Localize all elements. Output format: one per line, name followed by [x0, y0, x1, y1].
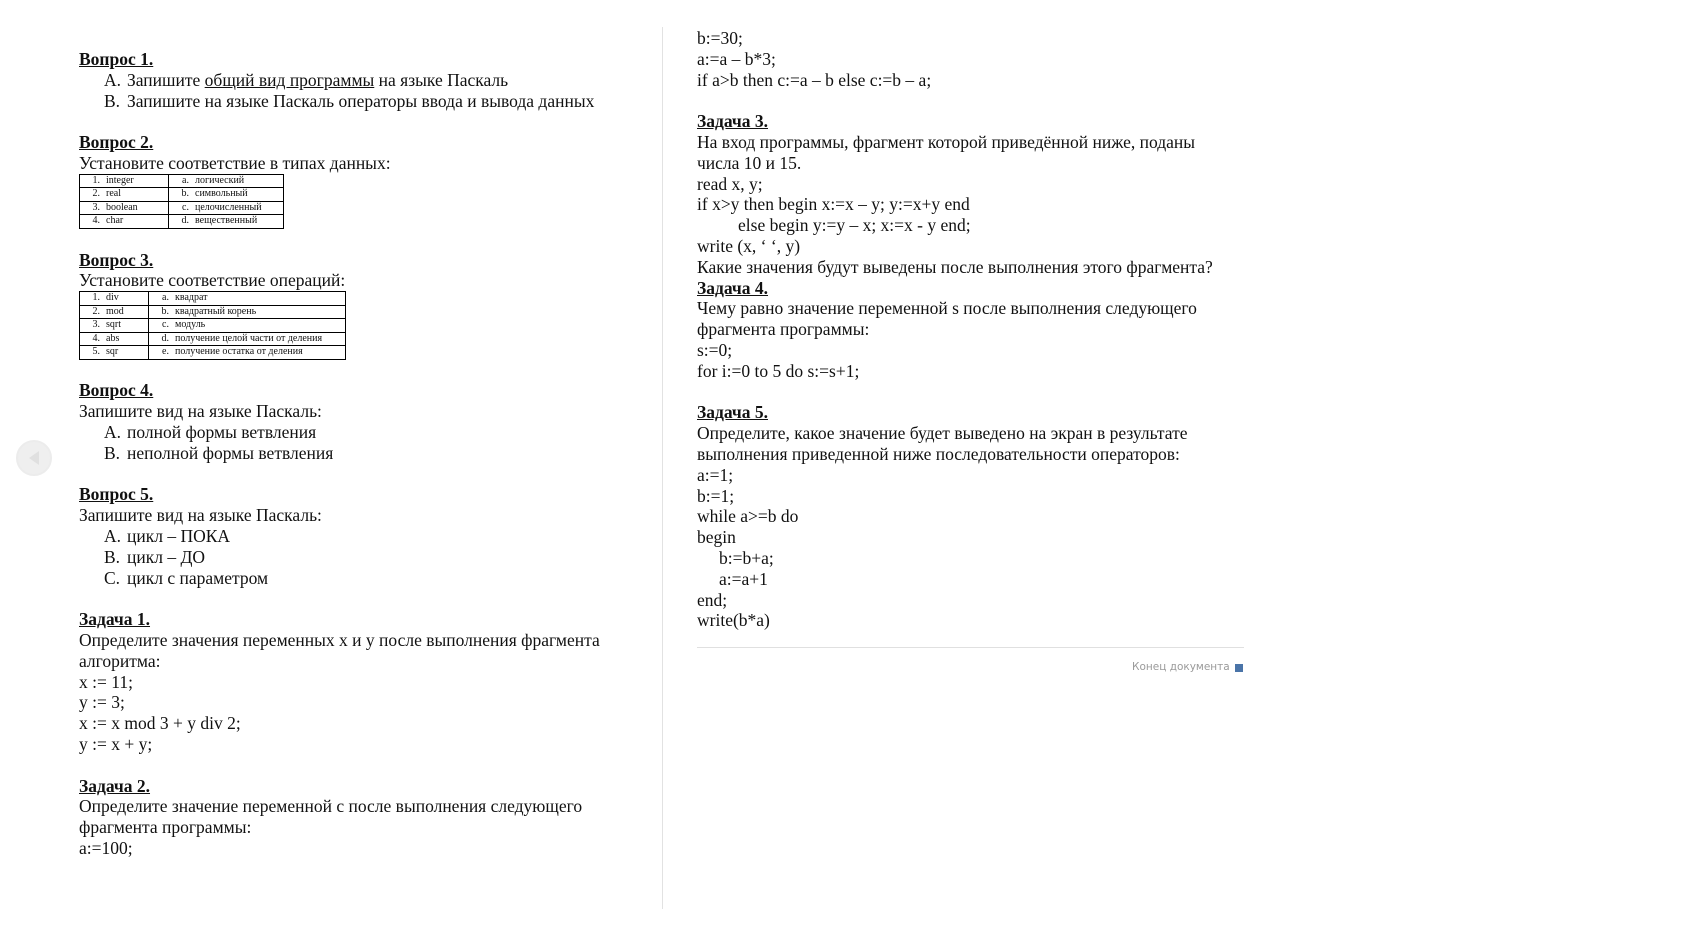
table-cell — [149, 346, 346, 360]
heading-text: Задача 4. — [697, 277, 769, 298]
cell-number: 4. — [92, 332, 100, 344]
item-text: цикл – ПОКА — [127, 526, 231, 547]
table-row — [80, 292, 346, 306]
list-item — [79, 443, 649, 464]
table-cell — [80, 174, 169, 188]
cell-number: 2. — [92, 305, 100, 317]
item-text: Запишите — [127, 69, 205, 90]
cell-text: символьный — [195, 188, 248, 200]
heading-text: Вопрос 1. — [79, 49, 154, 69]
table-cell — [80, 332, 149, 346]
table-cell — [80, 188, 169, 202]
table-cell — [169, 201, 284, 215]
list-item — [79, 91, 649, 112]
table-row — [80, 332, 346, 346]
cell-number: c. — [162, 319, 169, 331]
text-line: b:=30; — [697, 28, 743, 48]
cell-text: вещественный — [195, 215, 258, 227]
text-line: y := x + y; — [79, 734, 153, 755]
cell-number: 3. — [92, 319, 100, 331]
cell-number: 3. — [92, 201, 100, 213]
cell-text: mod — [106, 305, 124, 317]
heading-text: Вопрос 3. — [79, 249, 154, 270]
text-line: b:=1; — [697, 485, 735, 506]
cell-text: модуль — [175, 319, 206, 331]
matching-table — [79, 174, 284, 229]
list-marker: B. — [104, 546, 121, 567]
item-text: цикл с параметром — [127, 567, 269, 588]
text-line: Какие значения будут выведены после выполнения этого фрагмента? — [697, 256, 1213, 277]
question-heading — [79, 484, 649, 505]
text-line: Установите соответствие операций: — [79, 270, 346, 291]
table-row — [80, 215, 284, 229]
item-text: цикл – ДО — [127, 546, 206, 567]
text-line: алгоритма: — [79, 650, 161, 671]
heading-text: Вопрос 2. — [79, 132, 154, 153]
text-line: read x, y; — [697, 173, 763, 194]
end-rule — [697, 647, 1244, 648]
text-line: a:=100; — [79, 838, 133, 858]
previous-page-button[interactable] — [16, 440, 52, 476]
list-item — [79, 422, 649, 443]
text-line: числа 10 и 15. — [697, 152, 802, 173]
text-line: a:=a – b*3; — [697, 48, 776, 69]
text-line: Запишите вид на языке Паскаль: — [79, 401, 322, 422]
cell-number: d. — [161, 332, 169, 344]
table-row — [80, 188, 284, 202]
text-line: write (x, ‘ ‘, y) — [697, 235, 801, 256]
text-line: begin — [697, 527, 736, 548]
table-row — [80, 346, 346, 360]
text-line: фрагмента программы: — [697, 319, 870, 340]
text-line: if a>b then c:=a – b else c:=b – a; — [697, 69, 932, 90]
table-row — [80, 174, 284, 188]
heading-text: Задача 3. — [697, 111, 769, 132]
table-cell — [169, 174, 284, 188]
text-line: x := 11; — [79, 671, 133, 692]
left-page-column — [79, 49, 649, 859]
text-line: выполнения приведенной ниже последовательности операторов: — [697, 443, 1180, 464]
text-line: if x>y then begin x:=x – y; y:=x+y end — [697, 194, 970, 215]
cell-number: a. — [182, 174, 189, 186]
text-line: for i:=0 to 5 do s:=s+1; — [697, 360, 860, 381]
page-divider — [662, 27, 663, 909]
matching-table — [79, 291, 346, 360]
text-line: Установите соответствие в типах данных: — [79, 152, 391, 173]
heading-text: Вопрос 4. — [79, 380, 154, 401]
end-of-document-label: Конец документа — [1132, 661, 1230, 673]
table-cell — [149, 305, 346, 319]
list-marker: A. — [104, 69, 122, 90]
cell-number: 5. — [92, 346, 100, 358]
blank-line — [697, 382, 1257, 403]
cell-number: e. — [162, 346, 169, 358]
text-line: write(b*a) — [697, 610, 770, 631]
text-line: s:=0; — [697, 339, 733, 360]
cell-text: квадратный корень — [175, 305, 257, 317]
blank-line — [79, 755, 649, 776]
text-line: Определите, какое значение будет выведено на экран в результате — [697, 423, 1188, 444]
list-item — [79, 568, 649, 589]
text-line: x := x mod 3 + y div 2; — [79, 713, 241, 734]
table-cell — [149, 292, 346, 306]
list-item — [79, 547, 649, 568]
text-line: end; — [697, 589, 728, 610]
list-marker: C. — [104, 567, 121, 588]
blank-line — [79, 588, 649, 609]
cell-number: 4. — [92, 215, 100, 227]
cell-text: sqrt — [106, 319, 121, 331]
heading-text: Вопрос 5. — [79, 484, 154, 505]
table-cell — [149, 332, 346, 346]
cell-text: логический — [195, 174, 245, 186]
text-line: while a>=b do — [697, 506, 799, 527]
text-line: Определите значение переменной c после выполнения следующего — [79, 796, 583, 817]
cell-number: 2. — [92, 188, 100, 200]
item-text: Запишите на языке Паскаль операторы ввода и вывода данных — [127, 90, 595, 111]
cell-number: 1. — [92, 174, 100, 186]
underlined-text: общий вид программы — [204, 69, 375, 90]
cell-number: b. — [161, 305, 169, 317]
cell-text: abs — [106, 332, 120, 344]
table-cell — [80, 215, 169, 229]
list-marker: A. — [104, 526, 122, 547]
table-row — [80, 305, 346, 319]
cell-text: char — [106, 215, 124, 227]
question-heading — [697, 402, 1257, 423]
cell-text: получение остатка от деления — [175, 346, 303, 358]
text-line: a:=1; — [697, 464, 734, 485]
heading-text: Задача 5. — [697, 402, 769, 423]
blank-line — [697, 90, 1257, 111]
cell-number: c. — [182, 201, 189, 213]
item-text: на языке Паскаль — [374, 69, 509, 90]
table-cell — [149, 319, 346, 333]
cell-text: div — [106, 292, 119, 304]
list-item — [79, 70, 649, 91]
cell-number: a. — [162, 292, 169, 304]
cell-text: integer — [106, 174, 134, 186]
text-line: фрагмента программы: — [79, 817, 252, 838]
cell-text: real — [106, 188, 121, 200]
question-heading — [79, 250, 649, 271]
text-line: a:=a+1 — [719, 568, 768, 589]
table-cell — [80, 292, 149, 306]
question-heading — [697, 278, 1257, 299]
question-heading — [79, 132, 649, 153]
cell-text: sqr — [106, 346, 119, 358]
end-marker-icon — [1235, 664, 1243, 672]
table-cell — [80, 319, 149, 333]
item-text: полной формы ветвления — [127, 422, 317, 443]
table-cell — [169, 215, 284, 229]
table-row — [80, 201, 284, 215]
cell-number: 1. — [92, 292, 100, 304]
question-heading — [79, 380, 649, 401]
text-line: else begin y:=y – x; x:=x - y end; — [738, 215, 971, 236]
heading-text: Задача 2. — [79, 775, 151, 796]
list-item — [79, 526, 649, 547]
cell-text: квадрат — [175, 292, 208, 304]
table-cell — [80, 305, 149, 319]
table-cell — [80, 201, 169, 215]
blank-line — [79, 111, 649, 132]
text-line: y := 3; — [79, 692, 125, 713]
question-heading — [79, 49, 649, 70]
list-marker: B. — [104, 90, 121, 111]
table-row — [80, 319, 346, 333]
blank-line — [79, 229, 649, 250]
text-line: Чему равно значение переменной s после выполнения следующего — [697, 298, 1197, 319]
item-text: неполной формы ветвления — [127, 442, 334, 463]
cell-text: получение целой части от деления — [175, 332, 323, 344]
text-line: На вход программы, фрагмент которой приведённой ниже, поданы — [697, 131, 1196, 152]
cell-text: boolean — [106, 201, 138, 213]
question-heading — [697, 111, 1257, 132]
heading-text: Задача 1. — [79, 609, 151, 630]
right-page-column — [697, 28, 1257, 631]
question-heading — [79, 776, 649, 797]
text-line: Определите значения переменных x и y после выполнения фрагмента — [79, 630, 600, 651]
table-cell — [80, 346, 149, 360]
cell-text: целочисленный — [195, 201, 262, 213]
cell-number: b. — [181, 188, 189, 200]
blank-line — [79, 464, 649, 485]
text-line: Запишите вид на языке Паскаль: — [79, 505, 322, 526]
blank-line — [79, 360, 649, 381]
table-cell — [169, 188, 284, 202]
text-line: b:=b+a; — [719, 547, 774, 568]
cell-number: d. — [181, 215, 189, 227]
list-marker: A. — [104, 422, 122, 443]
list-marker: B. — [104, 442, 121, 463]
question-heading — [79, 609, 649, 630]
